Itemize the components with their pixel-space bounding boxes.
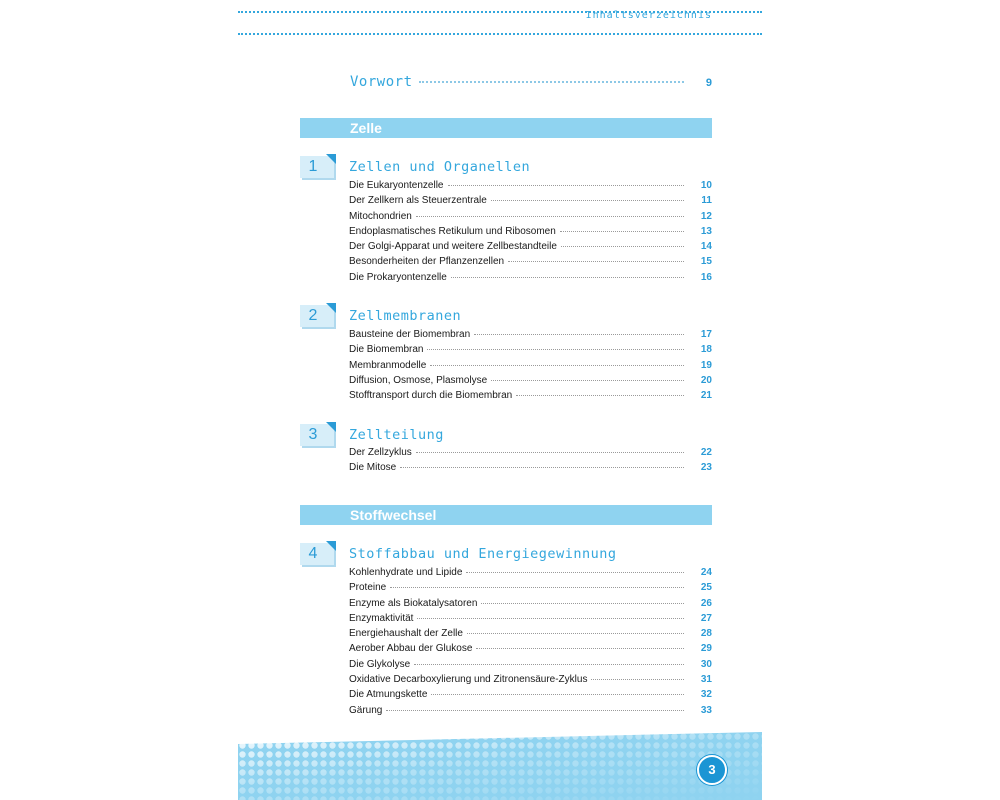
dot-leader	[431, 694, 684, 695]
entry-page: 29	[700, 643, 712, 655]
dot-leader	[508, 261, 684, 262]
toc-entry[interactable]	[349, 226, 712, 241]
entry-title: Der Golgi-Apparat und weitere Zellbestandteile	[349, 241, 557, 253]
corner-fold-icon	[326, 541, 336, 551]
toc-entry[interactable]	[349, 195, 712, 210]
entry-page: 32	[700, 689, 712, 701]
section-band-zelle	[300, 118, 712, 138]
entry-title: Oxidative Decarboxylierung und Zitronensäure-Zyklus	[349, 674, 588, 686]
entry-title: Membranmodelle	[349, 359, 427, 371]
entry-page: 17	[700, 329, 712, 340]
toc-entry[interactable]	[349, 360, 712, 375]
entry-title: Bausteine der Biomembran	[349, 329, 471, 340]
chapter-3-entries	[349, 447, 712, 478]
toc-entry[interactable]	[349, 344, 712, 359]
toc-entry[interactable]	[349, 659, 712, 674]
toc-entry[interactable]	[349, 375, 712, 390]
dot-leader	[427, 349, 684, 350]
toc-entry[interactable]	[349, 211, 712, 226]
entry-title: Gärung	[349, 704, 383, 716]
dot-leader	[419, 81, 684, 83]
entry-page: 22	[700, 447, 712, 458]
entry-page: 18	[700, 344, 712, 356]
page-number-badge: 3	[697, 755, 727, 785]
toc-entry[interactable]	[349, 628, 712, 643]
toc-entry[interactable]	[349, 447, 712, 462]
dot-leader	[416, 216, 684, 217]
vorwort-label: Vorwort	[350, 74, 413, 90]
entry-page: 20	[700, 374, 712, 386]
corner-fold-icon	[326, 303, 336, 313]
entry-title: Proteine	[349, 582, 387, 594]
chapter-number-badge	[300, 543, 334, 565]
dot-leader	[491, 200, 684, 201]
toc-entry[interactable]	[349, 567, 712, 582]
dot-leader	[414, 664, 684, 665]
chapter-1-entries	[349, 180, 712, 287]
entry-title: Endoplasmatisches Retikulum und Ribosomen	[349, 225, 556, 237]
dot-leader	[560, 231, 684, 232]
entry-page: 28	[700, 628, 712, 640]
toc-entry[interactable]	[349, 613, 712, 628]
toc-entry[interactable]	[349, 462, 712, 477]
corner-fold-icon	[326, 154, 336, 164]
entry-title: Diffusion, Osmose, Plasmolyse	[349, 374, 488, 386]
chapter-number: 4	[308, 545, 318, 562]
entry-title: Enzymaktivität	[349, 612, 414, 624]
toc-entry[interactable]	[349, 582, 712, 597]
entry-title: Die Biomembran	[349, 344, 424, 356]
dot-leader	[430, 365, 684, 366]
dot-leader	[417, 618, 684, 619]
dot-leader	[474, 334, 684, 335]
toc-entry[interactable]	[349, 241, 712, 256]
chapter-number: 3	[308, 426, 318, 443]
header-dotted-rule-bottom	[238, 33, 762, 35]
toc-entry[interactable]	[349, 689, 712, 704]
toc-entry[interactable]	[349, 674, 712, 689]
entry-title: Die Atmungskette	[349, 689, 428, 701]
toc-entry[interactable]	[349, 329, 712, 344]
entry-title: Die Glykolyse	[349, 658, 411, 670]
entry-title: Die Eukaryontenzelle	[349, 180, 444, 191]
chapter-title: Zellmembranen	[349, 308, 462, 324]
dot-leader	[467, 633, 684, 634]
dot-leader	[466, 572, 684, 573]
dot-leader	[448, 185, 685, 186]
entry-title: Die Prokaryontenzelle	[349, 271, 447, 283]
dot-leader	[516, 395, 684, 396]
chapter-number: 2	[308, 307, 318, 324]
toc-entry[interactable]	[349, 643, 712, 658]
toc-entry[interactable]	[349, 180, 712, 195]
entry-page: 30	[700, 658, 712, 670]
entry-page: 21	[700, 390, 712, 402]
entry-page: 14	[700, 241, 712, 253]
toc-entry[interactable]	[349, 598, 712, 613]
entry-page: 33	[700, 704, 712, 716]
entry-page: 12	[700, 210, 712, 222]
dot-leader	[481, 603, 684, 604]
chapter-number-badge	[300, 156, 334, 178]
entry-page: 31	[700, 674, 712, 686]
entry-page: 27	[700, 612, 712, 624]
entry-page: 24	[700, 567, 712, 578]
entry-page: 23	[700, 462, 712, 474]
chapter-number-badge	[300, 424, 334, 446]
dot-leader	[416, 452, 684, 453]
halftone-footer-pattern	[238, 732, 762, 800]
toc-entry[interactable]	[349, 390, 712, 405]
entry-page: 26	[700, 597, 712, 609]
dot-leader	[400, 467, 684, 468]
chapter-4-entries	[349, 567, 712, 720]
entry-page: 11	[701, 195, 712, 207]
dot-leader	[476, 648, 684, 649]
dot-leader	[491, 380, 684, 381]
entry-title: Mitochondrien	[349, 210, 412, 222]
section-title: Stoffwechsel	[350, 507, 437, 523]
document-page	[238, 0, 762, 800]
entry-title: Die Mitose	[349, 462, 397, 474]
entry-title: Enzyme als Biokatalysatoren	[349, 597, 478, 609]
dot-leader	[390, 587, 684, 588]
dot-leader	[561, 246, 684, 247]
entry-page: 10	[700, 180, 712, 191]
chapter-number-badge	[300, 305, 334, 327]
entry-page: 13	[700, 225, 712, 237]
dot-leader	[386, 710, 684, 711]
entry-title: Stofftransport durch die Biomembran	[349, 390, 513, 402]
entry-page: 15	[700, 256, 712, 268]
entry-page: 19	[700, 359, 712, 371]
entry-title: Kohlenhydrate und Lipide	[349, 567, 463, 578]
entry-title: Der Zellkern als Steuerzentrale	[349, 195, 487, 207]
entry-page: 16	[700, 271, 712, 283]
chapter-title: Stoffabbau und Energiegewinnung	[349, 546, 617, 562]
entry-title: Aerober Abbau der Glukose	[349, 643, 473, 655]
dot-leader	[591, 679, 684, 680]
running-header-title: Inhaltsverzeichnis	[585, 10, 712, 21]
entry-title: Energiehaushalt der Zelle	[349, 628, 463, 640]
corner-fold-icon	[326, 422, 336, 432]
chapter-title: Zellteilung	[349, 427, 444, 443]
chapter-number: 1	[308, 158, 318, 175]
entry-page: 25	[700, 582, 712, 594]
dot-leader	[451, 277, 684, 278]
toc-entry[interactable]	[349, 256, 712, 271]
chapter-title: Zellen und Organellen	[349, 159, 531, 175]
entry-title: Besonderheiten der Pflanzenzellen	[349, 256, 505, 268]
toc-entry[interactable]	[349, 705, 712, 720]
entry-title: Der Zellzyklus	[349, 447, 412, 458]
toc-entry-vorwort[interactable]	[350, 74, 712, 94]
chapter-2-entries	[349, 329, 712, 405]
section-title: Zelle	[350, 120, 382, 136]
section-band-stoffwechsel	[300, 505, 712, 525]
vorwort-page: 9	[705, 77, 712, 89]
toc-entry[interactable]	[349, 272, 712, 287]
